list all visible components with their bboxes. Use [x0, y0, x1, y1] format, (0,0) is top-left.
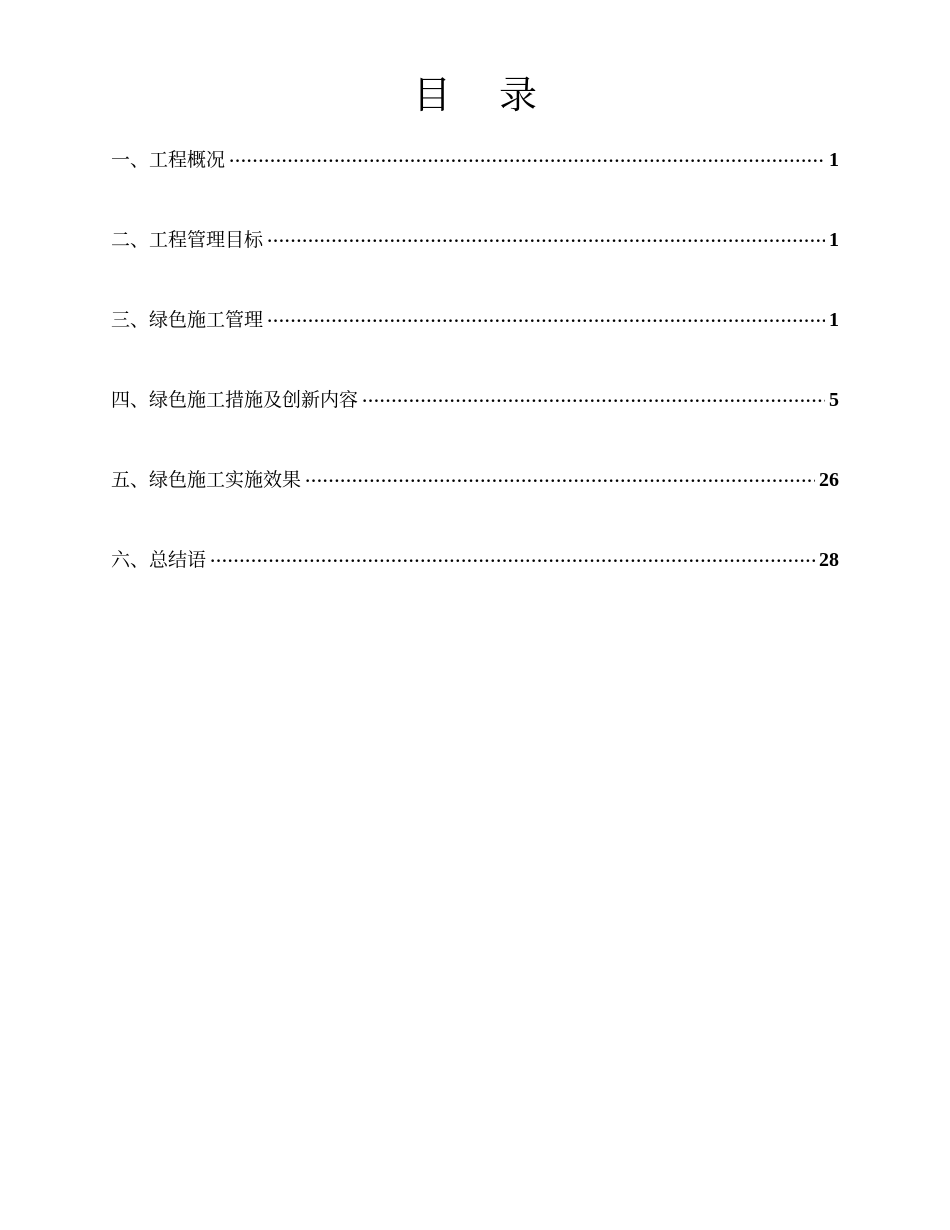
toc-entry[interactable]: [111, 540, 839, 580]
toc-dot-leader: [229, 142, 825, 182]
toc-entry-text: 一、工程概况: [111, 149, 226, 171]
toc-dot-leader: [267, 222, 825, 262]
toc-entry[interactable]: [111, 300, 839, 340]
toc-entry[interactable]: [111, 140, 839, 180]
toc-entry[interactable]: [111, 220, 839, 260]
toc-entry-text: 六、总结语: [111, 549, 207, 571]
toc-page-number: 1: [829, 149, 839, 171]
toc-page-number: 5: [829, 389, 839, 411]
toc-entry-text: 二、工程管理目标: [111, 229, 264, 251]
toc-entry[interactable]: [111, 460, 839, 500]
toc-page-number: 1: [829, 309, 839, 331]
toc-entry[interactable]: [111, 380, 839, 420]
toc-dot-leader: [305, 462, 815, 502]
toc-entry-text: 五、绿色施工实施效果: [111, 469, 302, 491]
toc-title: 目 录: [412, 73, 556, 117]
toc-page-number: 28: [819, 549, 839, 571]
toc-dot-leader: [362, 382, 825, 422]
toc-entry-text: 四、绿色施工措施及创新内容: [111, 389, 359, 411]
toc-dot-leader: [210, 542, 815, 582]
toc-page-number: 1: [829, 229, 839, 251]
toc-list: [111, 140, 839, 620]
toc-page-number: 26: [819, 469, 839, 491]
toc-entry-text: 三、绿色施工管理: [111, 309, 264, 331]
toc-dot-leader: [267, 302, 825, 342]
